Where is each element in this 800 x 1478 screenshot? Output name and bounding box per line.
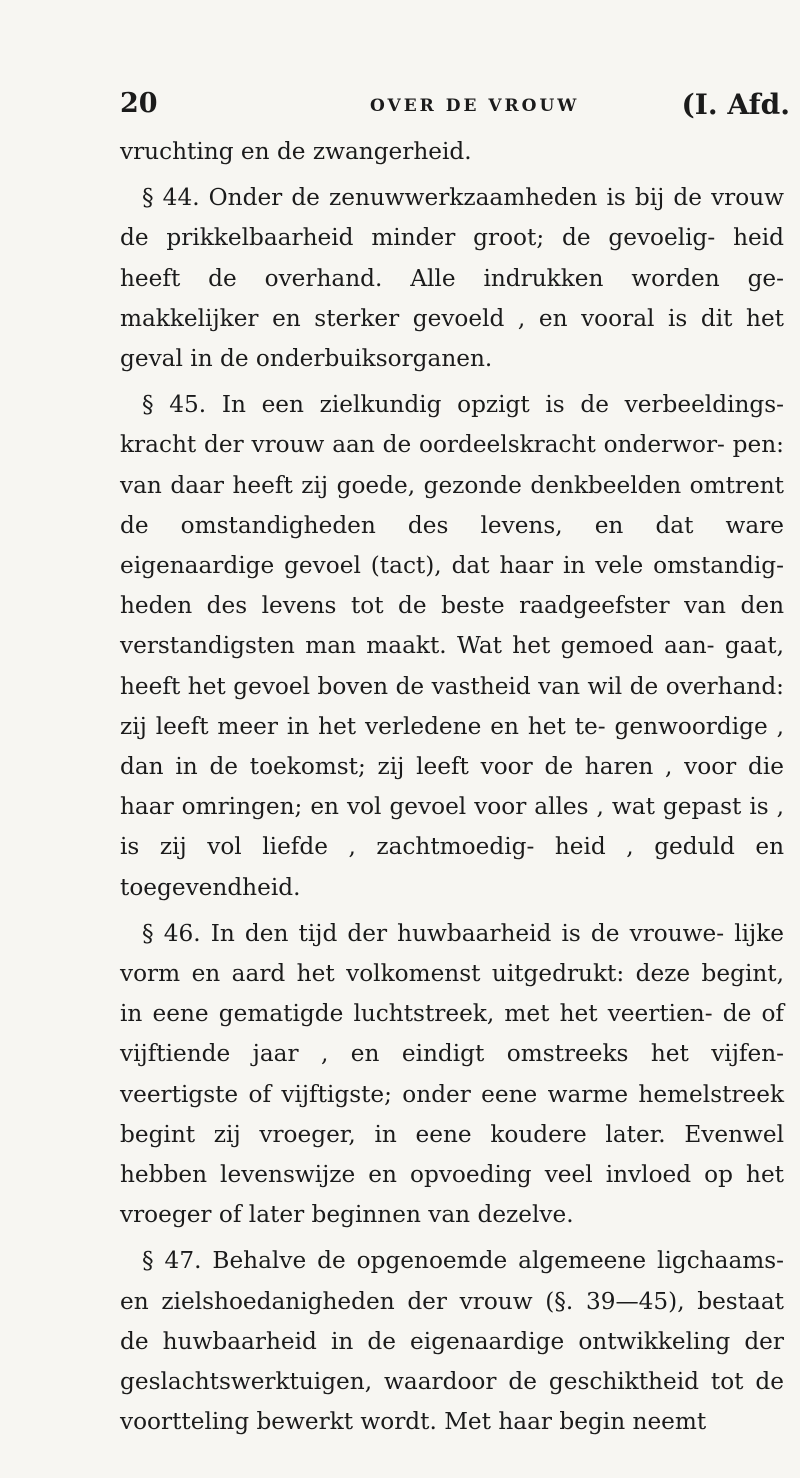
page-number: 20 <box>120 88 158 119</box>
paragraph-continuation: vruchting en de zwangerheid. <box>120 138 472 165</box>
paragraph-45: § 45. In een zielkundig opzigt is de verbeeldings- kracht der vrouw aan de oordeelskracht onderwor- pen: van daar heeft zij goede, gezonde denkbeelden omtrent de omstandigheden des levens, en dat ware eigenaardige gevoel (tact), dat haar in vele omstandig- heden des levens tot de beste raadgeefster van den verstandigsten man maakt. Wat het gemoed aan- gaat, heeft het gevoel boven de vastheid van wil de overhand: zij leeft meer in het verledene en het te- genwoordige , dan in de toekomst; zij leeft voor de haren , voor die haar omringen; en vol gevoel voor alles , wat gepast is , is zij vol liefde , zachtmoedig- heid , geduld en toegevendheid. <box>120 391 784 901</box>
paragraph-46: § 46. In den tijd der huwbaarheid is de vrouwe- lijke vorm en aard het volkomenst uitgedrukt: deze begint, in eene gematigde luchtstreek, met het veertien- de of vijftiende jaar , en eindigt omstreeks het vijfen- veertigste of vijftigste; onder eene warme hemelstreek begint zij vroeger, in eene koudere later. Evenwel hebben levenswijze en opvoeding veel invloed op het vroeger of later beginnen van dezelve. <box>120 919 784 1229</box>
section-reference: (I. Afd. <box>681 88 790 121</box>
paragraph-47: § 47. Behalve de opgenoemde algemeene ligchaams- en zielshoedanigheden der vrouw (§. 39—45), bestaat de huwbaarheid in de eigenaardige ontwikkeling der geslachtswerktuigen, waardoor de geschiktheid tot de voortteling bewerkt wordt. Met haar begin neemt <box>120 1247 784 1436</box>
page-header <box>120 88 790 122</box>
running-title: OVER DE VROUW <box>370 96 580 116</box>
paragraph-44: § 44. Onder de zenuwwerkzaamheden is bij de vrouw de prikkelbaarheid minder groot; de gevoelig- heid heeft de overhand. Alle indrukken worden ge- makkelijker en sterker gevoeld , en vooral is dit het geval in de onderbuiksorganen. <box>120 184 784 373</box>
body-text <box>120 132 784 1449</box>
